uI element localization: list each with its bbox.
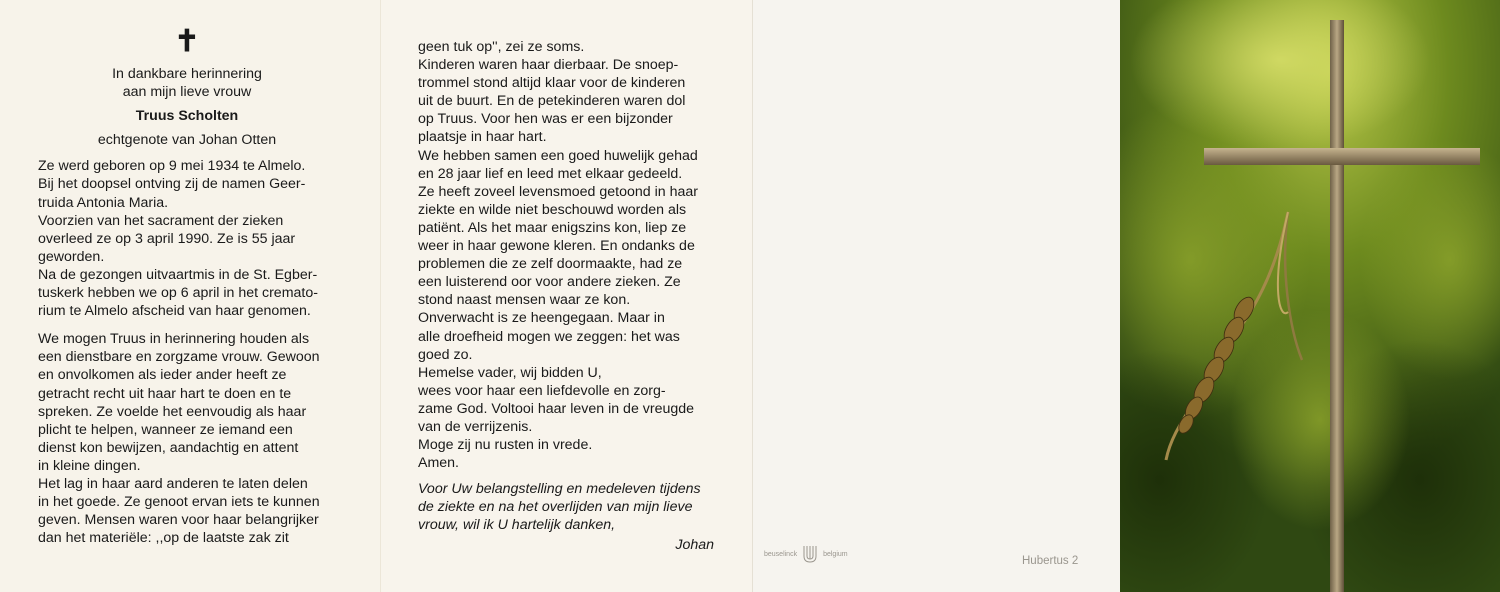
text-line: getracht recht uit haar hart te doen en te (38, 385, 292, 402)
text-line: uit de buurt. En de petekinderen waren dol (418, 93, 686, 110)
text-line: in kleine dingen. (38, 457, 141, 474)
intro-line: In dankbare herinnering (112, 66, 262, 82)
text-line: dienst kon bewijzen, aandachtig en attent (38, 439, 299, 456)
spouse-line: echtgenote van Johan Otten (97, 132, 277, 149)
card-model-label: Hubertus 2 (1022, 555, 1079, 567)
text-line: plaatsje in haar hart. (418, 129, 547, 146)
text-line: ziekte en wilde niet beschouwd worden als (418, 201, 687, 218)
text-line: geen tuk op'', zei ze soms. (418, 39, 585, 55)
text-line: geworden. (38, 248, 105, 265)
text-line: Het lag in haar aard anderen te laten delen (38, 475, 308, 492)
text-line: een luisterend oor voor andere zieken. Ze (418, 274, 681, 291)
continued-text (418, 38, 714, 472)
biography-block (38, 157, 336, 320)
intro (38, 65, 336, 101)
prayer-line: Moge zij nu rusten in vrede. (418, 437, 593, 454)
text-line: goed zo. (418, 346, 473, 363)
text-line: spreken. Ze voelde het eenvoudig als haar (38, 403, 307, 420)
publisher-logo-left-text: beuselinck (764, 550, 798, 558)
prayer-line: van de verrijzenis. (418, 418, 533, 435)
publisher-logo-right-text: belgium (823, 550, 848, 558)
text-line: stond naast mensen waar ze kon. (418, 292, 631, 309)
signature: Johan (675, 536, 714, 553)
closing-line: vrouw, wil ik U hartelijk danken, (418, 517, 616, 534)
text-line: in het goede. Ze genoot ervan iets te kunnen (38, 494, 320, 511)
text-line: dan het materiële: ,,op de laatste zak zit (38, 530, 289, 547)
text-line: We mogen Truus in herinnering houden als (38, 331, 310, 348)
text-line: Voorzien van het sacrament der zieken (38, 212, 284, 229)
text-line: en onvolkomen als ieder ander heeft ze (38, 367, 287, 384)
text-line: Kinderen waren haar dierbaar. De snoep- (418, 57, 679, 74)
cross-wheat-photo (1120, 0, 1500, 592)
text-line: tuskerk hebben we op 6 april in het cremato- (38, 285, 318, 302)
text-line: problemen die ze zelf doormaakte, had ze (418, 256, 683, 273)
text-line: Onverwacht is ze heengegaan. Maar in (418, 310, 665, 327)
card-back-page (752, 0, 1120, 592)
deceased-name: Truus Scholten (135, 108, 239, 125)
prayer-line: Amen. (418, 455, 460, 472)
text-line: We hebben samen een goed huwelijk gehad (418, 147, 698, 164)
intro-line: aan mijn lieve vrouw (122, 84, 252, 101)
prayer-line: Hemelse vader, wij bidden U, (418, 364, 602, 381)
text-line: Na de gezongen uitvaartmis in de St. Egber- (38, 266, 318, 283)
text-line: Bij het doopsel ontving zij de namen Geer- (38, 176, 306, 193)
middle-text-column (418, 38, 714, 554)
text-line: rium te Almelo afscheid van haar genomen. (38, 303, 311, 320)
text-line: patiënt. Als het maar enigszins kon, liep ze (418, 219, 687, 236)
remembrance-block (38, 330, 336, 547)
text-line: weer in haar gewone kleren. En ondanks de (418, 238, 695, 255)
text-line: Ze werd geboren op 9 mei 1934 te Almelo. (38, 158, 306, 175)
text-line: op Truus. Voor hen was er een bijzonder (418, 111, 673, 128)
text-line: alle droefheid mogen we zeggen: het was (418, 328, 680, 345)
text-line: Ze heeft zoveel levensmoed getoond in haar (418, 183, 698, 200)
publisher-emblem-icon (801, 544, 819, 564)
text-line: plicht te helpen, wanneer ze iemand een (38, 421, 293, 438)
closing-line: de ziekte en na het overlijden van mijn lieve (418, 499, 693, 516)
closing-line: Voor Uw belangstelling en medeleven tijdens (418, 481, 701, 498)
prayer-line: wees voor haar een liefdevolle en zorg- (418, 382, 666, 399)
text-line: een dienstbare en zorgzame vrouw. Gewoon (38, 349, 320, 366)
text-line: trommel stond altijd klaar voor de kinderen (418, 75, 686, 92)
cross-icon: ✝ (174, 24, 200, 59)
publisher-logo (764, 544, 848, 564)
left-text-column (38, 25, 336, 547)
text-line: geven. Mensen waren voor haar belangrijker (38, 512, 319, 529)
text-line: en 28 jaar lief en leed met elkaar gedeeld. (418, 165, 683, 182)
text-line: overleed ze op 3 april 1990. Ze is 55 jaar (38, 230, 296, 247)
prayer-line: zame God. Voltooi haar leven in de vreugde (418, 400, 695, 417)
closing-thanks (418, 480, 714, 534)
text-line: truida Antonia Maria. (38, 194, 169, 211)
